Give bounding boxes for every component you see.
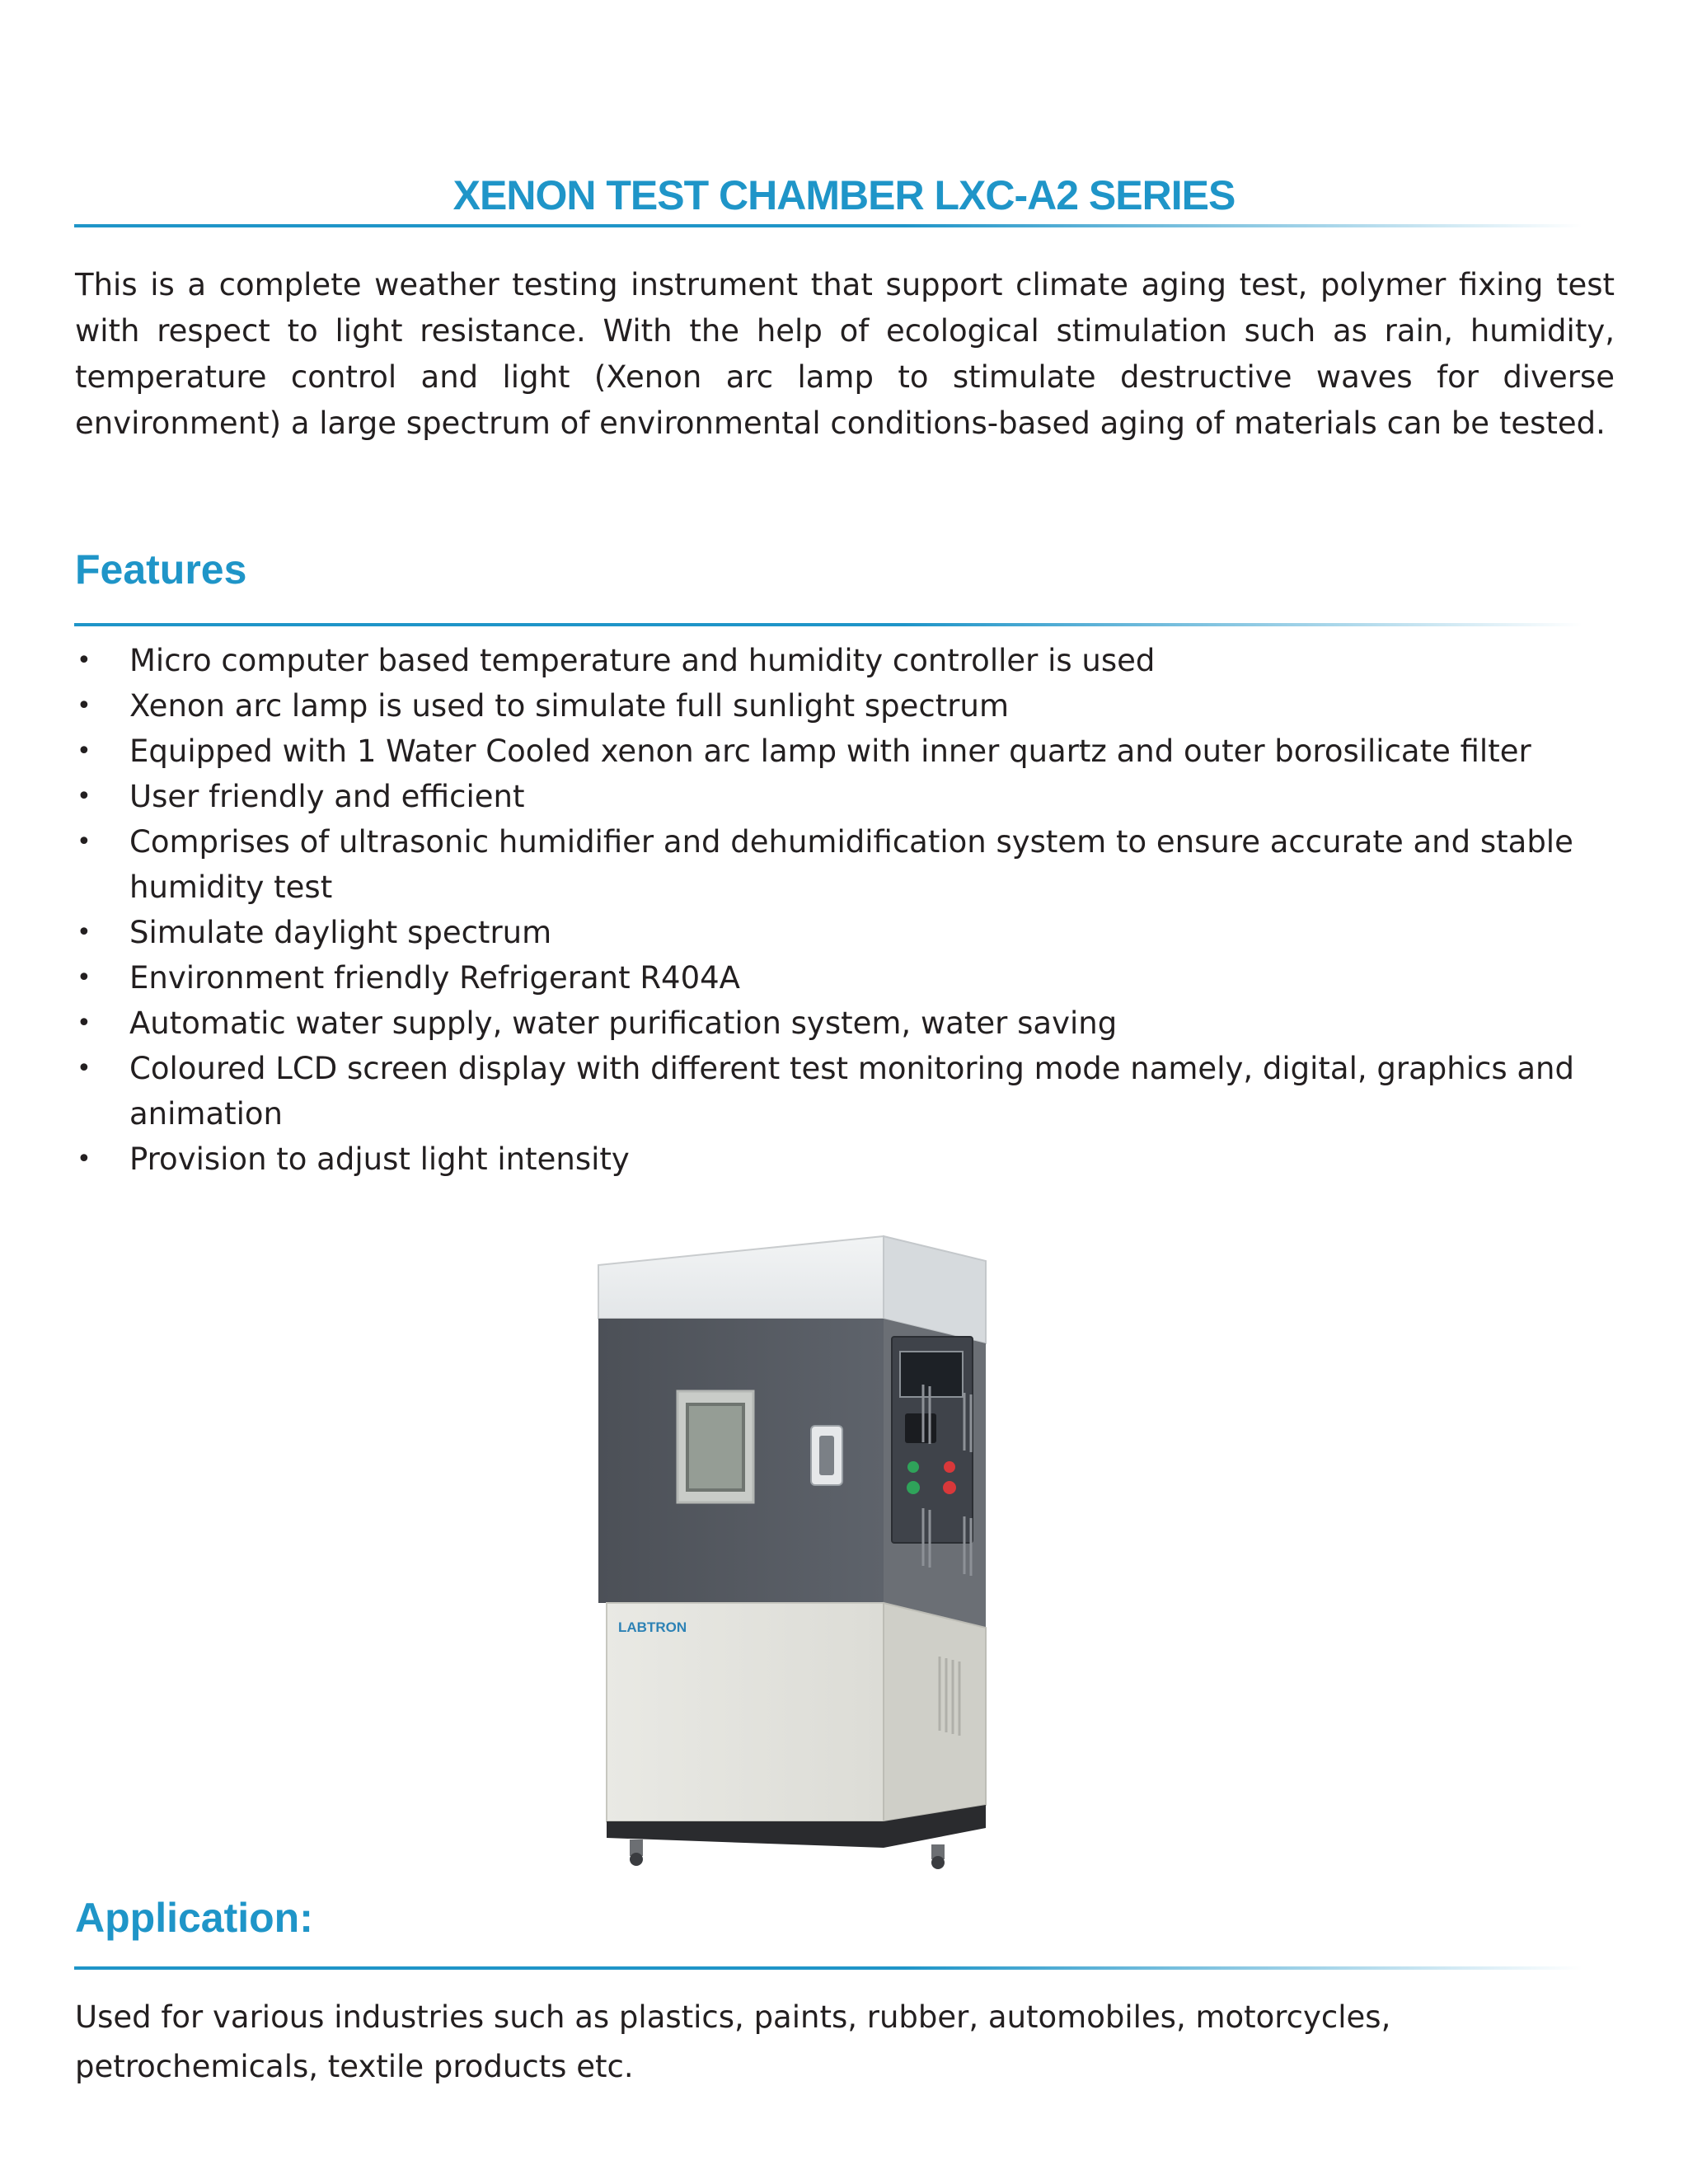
feature-item: • Xenon arc lamp is used to simulate full sunlight spectrum bbox=[75, 683, 1615, 729]
features-divider bbox=[74, 623, 1582, 626]
bullet-icon: • bbox=[77, 1054, 91, 1083]
feature-item: • Provision to adjust light intensity bbox=[75, 1137, 1615, 1182]
feature-item: • User friendly and efficient bbox=[75, 774, 1615, 819]
feature-item: • Comprises of ultrasonic humidifier and dehumidification system to ensure accurate and stable humidity test bbox=[75, 819, 1615, 910]
bullet-icon: • bbox=[77, 1009, 91, 1038]
intro-paragraph: This is a complete weather testing instrument that support climate aging test, polymer fixing test with respect to light resistance. With the help of ecological stimulation such as rain, humidity, temperature control and light (Xenon arc lamp to stimulate destructive waves for diverse environment) a large spectrum of environmental conditions-based aging of materials can be tested. bbox=[75, 267, 1615, 441]
bullet-icon: • bbox=[77, 963, 91, 992]
title-divider bbox=[74, 224, 1582, 227]
feature-item: • Micro computer based temperature and humidity controller is used bbox=[75, 638, 1615, 683]
feature-item: • Environment friendly Refrigerant R404A bbox=[75, 955, 1615, 1001]
bullet-icon: • bbox=[77, 646, 91, 675]
brand-label: LABTRON bbox=[618, 1619, 687, 1635]
application-heading: Application: bbox=[75, 1895, 313, 1941]
features-list bbox=[75, 638, 1615, 1182]
application-divider bbox=[74, 1966, 1582, 1970]
feature-item: • Equipped with 1 Water Cooled xenon arc lamp with inner quartz and outer borosilicate filter bbox=[75, 729, 1615, 774]
bullet-icon: • bbox=[77, 827, 91, 856]
bullet-icon: • bbox=[77, 782, 91, 811]
bullet-icon: • bbox=[77, 918, 91, 947]
page-title: XENON TEST CHAMBER LXC-A2 SERIES bbox=[452, 172, 1236, 218]
bullet-icon: • bbox=[77, 1145, 91, 1174]
feature-item: • Coloured LCD screen display with different test monitoring mode namely, digital, graphics and animation bbox=[75, 1046, 1615, 1137]
bullet-icon: • bbox=[77, 737, 91, 766]
features-heading: Features bbox=[75, 546, 247, 593]
application-paragraph: Used for various industries such as plastics, paints, rubber, automobiles, motorcycles, petrochemicals, textile products etc. bbox=[75, 1999, 1391, 2084]
bullet-icon: • bbox=[77, 691, 91, 720]
product-image bbox=[585, 1228, 1080, 1871]
feature-item: • Simulate daylight spectrum bbox=[75, 910, 1615, 955]
xenon-chamber-illustration bbox=[585, 1228, 1080, 1871]
feature-item: • Automatic water supply, water purification system, water saving bbox=[75, 1001, 1615, 1046]
